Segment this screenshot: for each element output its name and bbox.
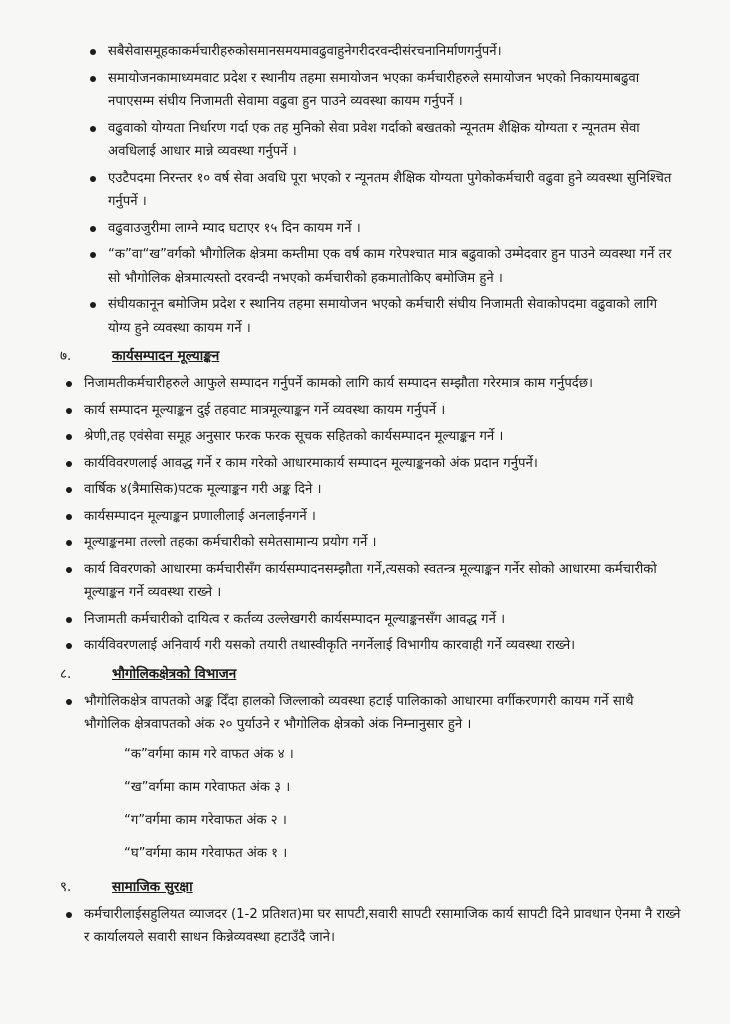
list-item: निजामती कर्मचारीको दायित्व र कर्तव्य उल्लेखगरी कार्यसम्पादन मूल्याङ्कनसँग आवद्ध गर्ने ।	[60, 608, 682, 632]
list-item: वार्षिक ४(त्रैमासिक)पटक मूल्याङ्कन गरी अङ्क दिने ।	[60, 478, 682, 502]
list-item: कर्मचारीलाईसहुलियत व्याजदर (1-2 प्रतिशत)मा घर सापटी,सवारी सापटी रसामाजिक कार्य सापटी दिने प्रावधान ऐनमा नै राख्ने र कार्यालयले सवारी साधन किन्नेव्यवस्था हटाउँदै जाने।	[60, 903, 682, 950]
list-item: भौगोलिकक्षेत्र वापतको अङ्क दिँदा हालको जिल्लाको व्यवस्था हटाई पालिकाको आधारमा वर्गीकरणगरी कायम गर्ने साथै भौगोलिक क्षेत्रवापतको अंक २० पुर्याउने र भौगोलिक क्षेत्रको अंक निम्नानुसार हुने ।	[60, 690, 682, 737]
bullet-icon	[66, 408, 72, 414]
list-item: “क”वा“ख”वर्गको भौगोलिक क्षेत्रमा कम्तीमा एक वर्ष काम गरेपश्चात मात्र बढुवाको उम्मेदवार हुन पाउने व्यवस्था गर्ने तर सो भौगोलिक क्षेत्रमात्यस्तो दरवन्दी नभएको कर्मचारीको हकमातोकिए बमोजिम हुने ।	[60, 243, 682, 290]
list-item: कार्य विवरणको आधारमा कर्मचारीसँग कार्यसम्पादनसम्झौता गर्ने,त्यसको स्वतन्त्र मूल्याङ्कन गर्नेर सोको आधारमा कर्मचारीको मूल्याङ्कन गर्ने व्यवस्था राख्ने ।	[60, 558, 682, 605]
bullet-icon	[66, 514, 72, 520]
category-score-line: “क”वर्गमा काम गरे वाफत अंक ४ ।	[124, 746, 294, 762]
list-item: सबैसेवासमूहकाकर्मचारीहरुकोसमानसमयमावढुवाहुनेगरीदरवन्दीसंरचनानिर्माणगर्नुपर्ने।	[60, 40, 682, 64]
section-7-heading	[60, 344, 682, 368]
section-7-list	[60, 372, 682, 658]
bullet-icon	[90, 226, 96, 232]
list-item: निजामतीकर्मचारीहरुले आफुले सम्पादन गर्नुपर्ने कामको लागि कार्य सम्पादन सम्झौता गरेरमात्र काम गर्नुपर्दछ।	[60, 372, 682, 396]
bullet-icon	[90, 76, 96, 82]
list-item: समायोजनकामाध्यमवाट प्रदेश र स्थानीय तहमा समायोजन भएका कर्मचारीहरुले समायोजन भएको निकायमाबढुवा नपाएसम्म संघीय निजामती सेवामा वढुवा हुन पाउने व्यवस्था कायम गर्नुपर्ने ।	[60, 67, 682, 114]
list-item: श्रेणी,तह एवंसेवा समूह अनुसार फरक फरक सूचक सहितको कार्यसम्पादन मूल्याङ्कन गर्ने ।	[60, 425, 682, 449]
section-number: ७.	[60, 348, 72, 364]
section-9-list	[60, 903, 682, 950]
section-title: सामाजिक सुरक्षा	[112, 878, 193, 895]
bullet-icon	[90, 126, 96, 132]
bullet-icon	[66, 699, 72, 705]
section-9-heading	[60, 875, 682, 899]
section-number: ८.	[60, 665, 72, 682]
bullet-icon	[66, 912, 72, 918]
section-number: ९.	[60, 878, 72, 895]
list-item: कार्य सम्पादन मूल्याङ्कन दुई तहवाट मात्रमूल्याङ्कन गर्ने व्यवस्था कायम गर्नुपर्ने ।	[60, 399, 682, 423]
list-item: एउटैपदमा निरन्तर १० वर्ष सेवा अवधि पूरा भएको र न्यूनतम शैक्षिक योग्यता पुगेकोकर्मचारी वढुवा हुने व्यवस्था सुनिश्चित गर्नुपर्ने ।	[60, 167, 682, 214]
bullet-icon	[66, 487, 72, 493]
list-item: वढुवाको योग्यता निर्धारण गर्दा एक तह मुनिको सेवा प्रवेश गर्दाको बखतको न्यूनतम शैक्षिक योग्यता र न्यूनतम सेवा अवधिलाई आधार मान्ने व्यवस्था गर्नुपर्ने ।	[60, 117, 682, 164]
bullet-icon	[66, 434, 72, 440]
section-title: भौगोलिकक्षेत्रको विभाजन	[112, 665, 237, 682]
bullet-icon	[66, 540, 72, 546]
category-score-line: “ख”वर्गमा काम गरेवाफत अंक ३ ।	[124, 779, 291, 795]
section-8-list	[60, 690, 682, 737]
bullet-icon	[90, 176, 96, 182]
list-item: मूल्याङ्कनमा तल्लो तहका कर्मचारीको समेतसामान्य प्रयोग गर्ने ।	[60, 531, 682, 555]
bullet-icon	[90, 302, 96, 308]
bullet-icon	[66, 567, 72, 573]
bullet-icon	[90, 49, 96, 55]
list-item: कार्यविवरणलाई अनिवार्य गरी यसको तयारी तथास्वीकृति नगर्नेलाई विभागीय कारवाही गर्ने व्यवस्था राख्ने।	[60, 634, 682, 658]
section-6-continued-list	[60, 40, 682, 340]
list-item: कार्यविवरणलाई आवद्ध गर्ने र काम गरेको आधारमाकार्य सम्पादन मूल्याङ्कनको अंक प्रदान गर्नुपर्ने।	[60, 452, 682, 476]
category-score-line: “घ”वर्गमा काम गरेवाफत अंक १ ।	[124, 845, 288, 861]
bullet-icon	[66, 381, 72, 387]
list-item: संघीयकानून बमोजिम प्रदेश र स्थानिय तहमा समायोजन भएको कर्मचारी संघीय निजामती सेवाकोपदमा वढुवाको लागि योग्य हुने व्यवस्था कायम गर्ने ।	[60, 293, 682, 340]
section-8-heading	[60, 662, 682, 686]
category-score-line: “ग”वर्गमा काम गरेवाफत अंक २ ।	[124, 812, 287, 828]
bullet-icon	[66, 617, 72, 623]
list-item: वढुवाउजुरीमा लाग्ने म्याद घटाएर १५ दिन कायम गर्ने ।	[60, 217, 682, 241]
bullet-icon	[66, 643, 72, 649]
bullet-icon	[90, 252, 96, 258]
list-item: कार्यसम्पादन मूल्याङ्कन प्रणालीलाई अनलाईनगर्ने ।	[60, 505, 682, 529]
section-title: कार्यसम्पादन मूल्याङ्कन	[112, 348, 220, 364]
bullet-icon	[66, 461, 72, 467]
